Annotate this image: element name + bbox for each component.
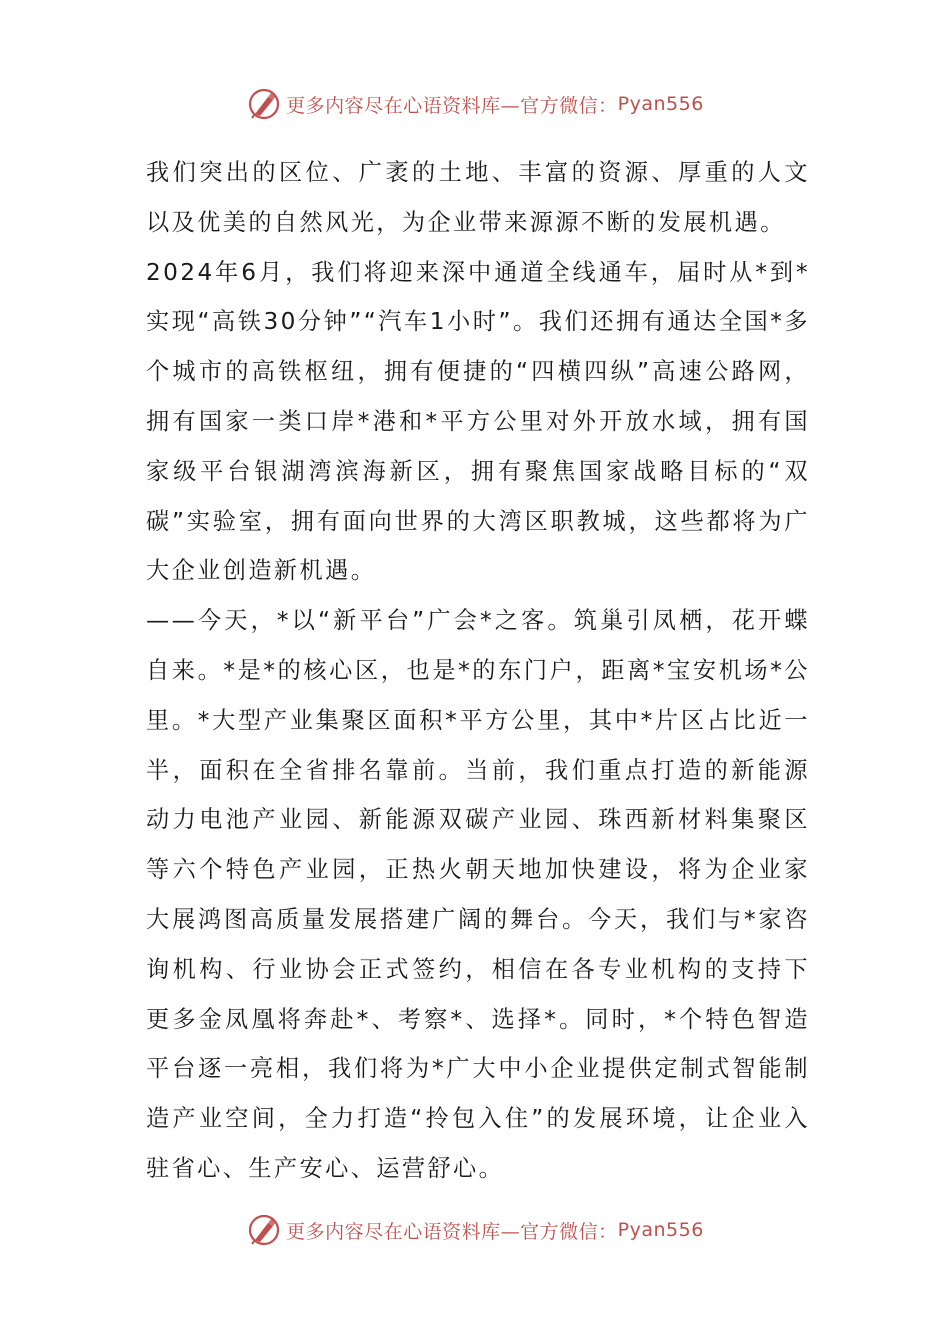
footer-watermark [0,1210,950,1250]
watermark-id: Pyan556 [617,1219,704,1241]
pen-nib-circle-icon [246,1212,282,1248]
watermark-id: Pyan556 [617,93,704,115]
watermark-text: 更多内容尽在心语资料库—官方微信： [286,1220,618,1243]
header-watermark [0,84,950,124]
paragraph-2: 2024年6月，我们将迎来深中通道全线通车，届时从*到*实现“高铁30分钟”“汽车1小时”。我们还拥有通达全国*多个城市的高铁枢纽，拥有便捷的“四横四纵”高速公路网，拥有国家一类口岸*港和*平方公里对外开放水域，拥有国家级平台银湖湾滨海新区，拥有聚焦国家战略目标的“双碳”实验室，拥有面向世界的大湾区职教城，这些都将为广大企业创造新机遇。 [146,258,810,585]
pen-nib-circle-icon [246,86,282,122]
document-body [146,148,810,1194]
paragraph-1: 我们突出的区位、广袤的土地、丰富的资源、厚重的人文以及优美的自然风光，为企业带来源源不断的发展机遇。 [146,159,810,236]
watermark-text: 更多内容尽在心语资料库—官方微信： [286,94,618,117]
paragraph-3: ——今天，*以“新平台”广会*之客。筑巢引凤栖，花开蝶自来。*是*的核心区，也是*的东门户，距离*宝安机场*公里。*大型产业集聚区面积*平方公里，其中*片区占比近一半，面积在全省排名靠前。当前，我们重点打造的新能源动力电池产业园、新能源双碳产业园、珠西新材料集聚区等六个特色产业园，正热火朝天地加快建设，将为企业家大展鸿图高质量发展搭建广阔的舞台。今天，我们与*家咨询机构、行业协会正式签约，相信在各专业机构的支持下更多金凤凰将奔赴*、考察*、选择*。同时，*个特色智造平台逐一亮相，我们将为*广大中小企业提供定制式智能制造产业空间，全力打造“拎包入住”的发展环境，让企业入驻省心、生产安心、运营舒心。 [146,607,810,1182]
